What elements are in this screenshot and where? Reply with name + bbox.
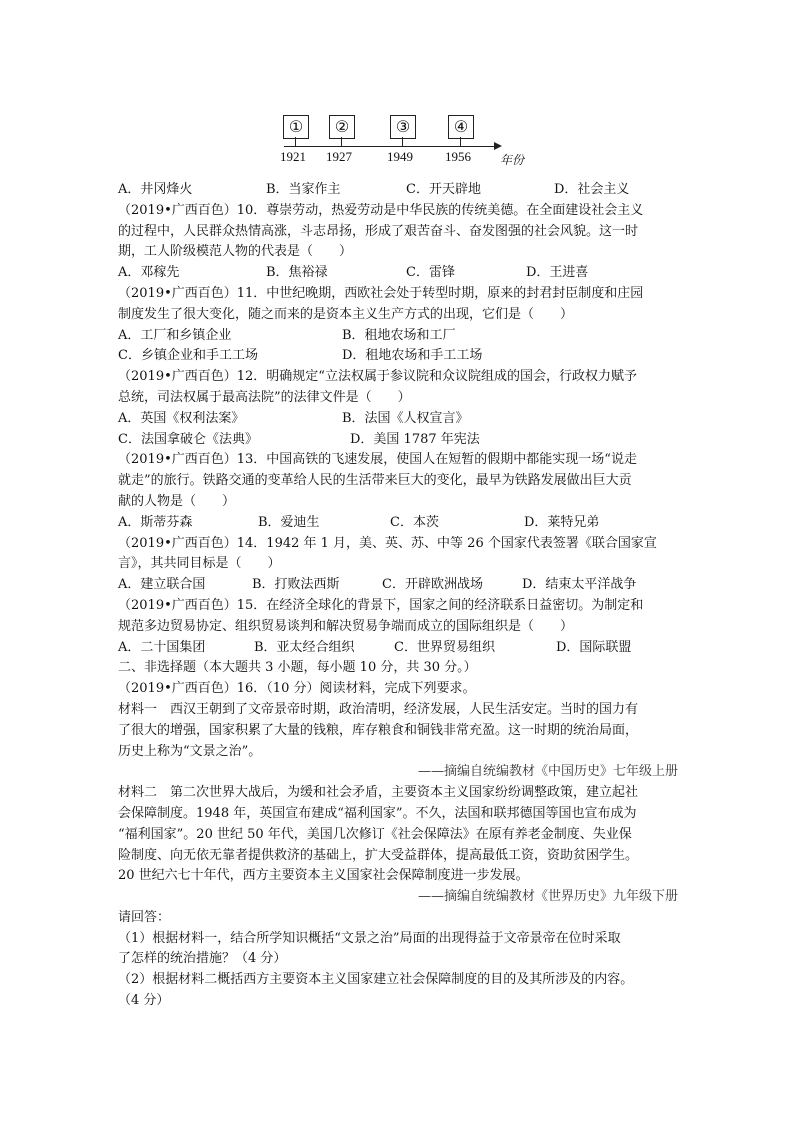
timeline-year: 1921 — [280, 149, 306, 164]
option-b: B．租地农场和工厂 — [342, 327, 456, 343]
timeline-year: 1956 — [445, 149, 471, 164]
question-text: 规范多边贸易协定、组织贸易谈判和解决贸易争端而成立的国际组织是（ ） — [118, 618, 574, 634]
question-16 — [118, 679, 678, 1012]
question-intro: （2019•广西百色）16．（10 分）阅读材料，完成下列要求。 — [118, 681, 476, 697]
option-a: A．二十国集团 — [118, 639, 206, 655]
timeline-unit-label: 年份 — [500, 153, 525, 167]
question-text: 就走”的旅行。铁路交通的变革给人民的生活带来巨大的变化，最早为铁路发展做出巨大贡 — [118, 473, 632, 489]
option-b: B．亚太经合组织 — [254, 639, 355, 655]
option-d: D．结束太平洋战争 — [522, 577, 637, 593]
material-text: “福利国家”。20 世纪 50 年代，美国几次修订《社会保障法》在原有养老金制度、失业保 — [118, 826, 632, 842]
material-text: 历史上称为“文景之治”。 — [118, 743, 262, 759]
option-c: C．世界贸易组织 — [394, 639, 495, 655]
timeline-marker-box: ③ — [390, 115, 416, 139]
material-source: ——摘编自统编教材《世界历史》九年级下册 — [417, 889, 678, 905]
option-d: D．国际联盟 — [556, 639, 632, 655]
sub-question: 了怎样的统治措施？（4 分） — [118, 951, 287, 967]
q12-options — [118, 430, 678, 451]
material-source: ——摘编自统编教材《中国历史》七年级上册 — [417, 764, 678, 780]
material-text: 险制度、向无依无靠者提供救济的基础上，扩大受益群体，提高最低工资，资助贫困学生。 — [118, 847, 639, 863]
option-b: B．法国《人权宣言》 — [342, 410, 469, 426]
option-d: D．莱特兄弟 — [524, 514, 600, 530]
option-c: C．雷锋 — [406, 265, 455, 281]
question-12 — [118, 367, 678, 450]
q11-options — [118, 346, 678, 367]
option-a: A．建立联合国 — [118, 577, 206, 593]
question-text: （2019•广西百色）12．明确规定“立法权属于参议院和众议院组成的国会，行政权力赋予 — [118, 369, 637, 385]
q11-options — [118, 326, 678, 347]
question-text: （2019•广西百色）10．尊崇劳动，热爱劳动是中华民族的传统美德。在全面建设社会主义 — [118, 202, 644, 218]
question-text: （2019•广西百色）11．中世纪晚期，西欧社会处于转型时期，原来的封君封臣制度和庄园 — [118, 285, 644, 301]
option-b: B．当家作主 — [266, 182, 341, 197]
question-text: 期，工人阶级模范人物的代表是（ ） — [118, 244, 353, 260]
timeline-tick — [460, 137, 461, 146]
question-text: 总统，司法权属于最高法院”的法律文件是（ ） — [118, 389, 411, 405]
option-a: A．工厂和乡镇企业 — [118, 327, 232, 343]
question-text: （2019•广西百色）14．1942 年 1 月，美、英、苏、中等 26 个国家代表签署《联合国家宣 — [118, 535, 657, 551]
option-a: A．斯蒂芬森 — [118, 514, 193, 530]
q14-options — [118, 575, 678, 596]
option-a: A．英国《权利法案》 — [118, 410, 245, 426]
option-a: A．邓稼先 — [118, 265, 180, 281]
option-b: B．焦裕禄 — [266, 265, 328, 281]
timeline-year: 1949 — [387, 149, 413, 164]
question-11 — [118, 284, 678, 367]
option-b: B．打败法西斯 — [252, 577, 340, 593]
timeline-axis — [284, 146, 496, 147]
ask-label: 请回答： — [118, 909, 171, 925]
q15-options — [118, 638, 678, 659]
q13-options — [118, 513, 678, 534]
option-c: C．法国拿破仑《法典》 — [118, 431, 258, 447]
option-d: D．社会主义 — [554, 182, 630, 197]
timeline-marker-box: ④ — [448, 115, 474, 139]
option-d: D．租地农场和手工工场 — [342, 348, 483, 364]
option-c: C．乡镇企业和手工工场 — [118, 348, 258, 364]
option-d: D．美国 1787 年宪法 — [350, 431, 480, 447]
timeline-arrow-icon — [494, 142, 502, 150]
q10-options — [118, 263, 678, 284]
q9-options — [118, 180, 678, 201]
sub-question: （1）根据材料一，结合所学知识概括“文景之治”局面的出现得益于文帝景帝在位时采取 — [118, 930, 621, 946]
timeline-tick — [341, 137, 342, 146]
question-text: 制度发生了很大变化，随之而来的是资本主义生产方式的出现，它们是（ ） — [118, 306, 574, 322]
question-text: （2019•广西百色）13．中国高铁的飞速发展，使国人在短暂的假期中都能实现一场“说走 — [118, 452, 637, 468]
option-a: A．井冈烽火 — [118, 182, 193, 197]
question-text: 言》，其共同目标是（ ） — [118, 556, 281, 572]
question-text: （2019•广西百色）15．在经济全球化的背景下，国家之间的经济联系日益密切。为制定和 — [118, 597, 644, 613]
question-10 — [118, 201, 678, 284]
timeline-year: 1927 — [326, 149, 352, 164]
material-text: 会保障制度。1948 年，英国宣布建成“福利国家”。不久，法国和联邦德国等国也宣布成为 — [118, 805, 637, 821]
question-text: 的过程中，人民群众热情高涨，斗志昂扬，形成了艰苦奋斗、奋发图强的社会风貌。这一时 — [118, 223, 639, 239]
question-text: 献的人物是（ ） — [118, 493, 236, 509]
timeline-marker-box: ② — [329, 115, 355, 139]
material-text: 20 世纪六七十年代，西方主要资本主义国家社会保障制度进一步发展。 — [118, 868, 529, 884]
timeline-tick — [402, 137, 403, 146]
timeline-tick — [295, 137, 296, 146]
option-b: B．爱迪生 — [258, 514, 320, 530]
question-15 — [118, 596, 678, 658]
section-heading: 二、非选择题（本大题共 3 小题，每小题 10 分，共 30 分。） — [118, 660, 477, 676]
timeline-marker-box: ① — [283, 115, 309, 139]
q12-options — [118, 409, 678, 430]
material-text: 了很大的增强，国家积累了大量的钱粮，库存粮食和铜钱非常充盈。这一时期的统治局面， — [118, 722, 639, 738]
question-14 — [118, 534, 678, 596]
option-d: D．王进喜 — [526, 265, 589, 281]
exam-content — [118, 180, 678, 1012]
option-c: C．开辟欧洲战场 — [382, 577, 483, 593]
question-13 — [118, 450, 678, 533]
material-text: 材料二 第二次世界大战后，为缓和社会矛盾，主要资本主义国家纷纷调整政策，建立起社 — [118, 785, 639, 801]
sub-question: （2）根据材料二概括西方主要资本主义国家建立社会保障制度的目的及其所涉及的内容。 — [118, 972, 634, 988]
material-text: 材料一 西汉王朝到了文帝景帝时期，政治清明，经济发展，人民生活安定。当时的国力有 — [118, 701, 639, 717]
option-c: C．开天辟地 — [406, 182, 481, 197]
option-c: C．本茨 — [390, 514, 439, 530]
timeline-figure — [0, 110, 794, 170]
sub-question: （4 分） — [118, 993, 170, 1009]
